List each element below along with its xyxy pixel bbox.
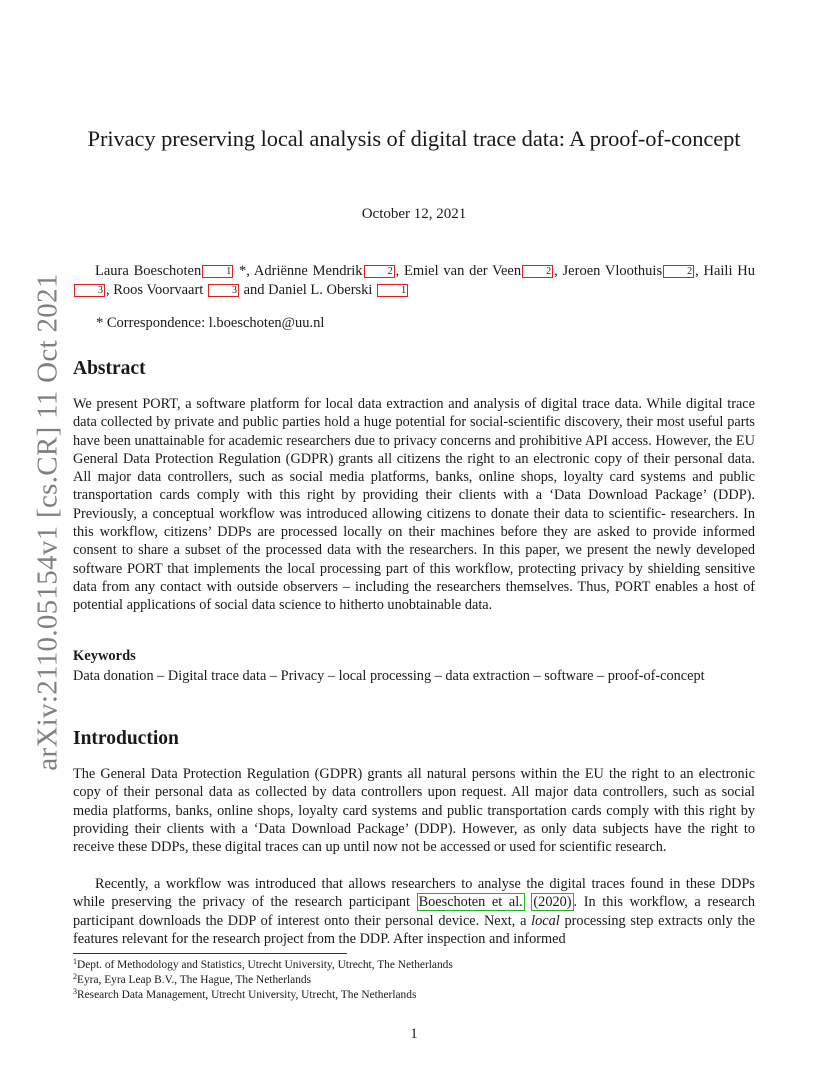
author-separator: *, (234, 263, 254, 279)
keywords-heading: Keywords (73, 648, 136, 664)
affiliation-number: 3 (98, 285, 103, 296)
affiliation-link[interactable] (377, 284, 408, 297)
paper-date: October 12, 2021 (361, 206, 467, 222)
author-name: Haili Hu (703, 263, 755, 279)
abstract-text: We present PORT, a software platform for local data extraction and analysis of digital trace data. While digital trace data collected by private and public parties hold a huge potential for social-scientific discovery, their most useful parts have been unattainable for academic researchers due to privacy concerns and prohibitive API access. However, the EU General Data Protection Regulation (GDPR) grants all citizens the right to an electronic copy of their personal data. All major data controllers, such as social media platforms, banks, online shops, loyalty card systems and public transportation cards comply with this right by providing their clients with a ‘Data Download Package’ (DDP). Previously, a conceptual workflow was introduced allowing citizens to donate their data to scientific- researchers. In this workflow, citizens’ DDPs are processed locally on their machines before they are asked to provide informed consent to share a subset of the processed data with the researchers. In this paper, we present the newly developed software PORT that implements the local processing part of this workflow, protecting privacy by shielding sensitive data from any contact with outside observers – including the researchers themselves. Thus, PORT enables a host of potential applications of social data science to hitherto unobtainable data. (73, 396, 755, 614)
footnote-3: $^3$Research Data Management, Utrecht University, Utrecht, The Netherlands (73, 987, 417, 1001)
affiliation-link[interactable] (522, 265, 553, 278)
citation-link-boeschoten-2020[interactable]: Boeschoten et al. (418, 894, 523, 911)
author-separator: , (554, 263, 563, 279)
abstract-heading: Abstract (73, 358, 146, 379)
paper-title: Privacy preserving local analysis of digital trace data: A proof-of-concept (87, 126, 741, 151)
keywords-text: Data donation – Digital trace data – Privacy – local processing – data extraction – software – proof-of-concept (73, 668, 705, 684)
arxiv-identifier: arXiv:2110.05154v1 [cs.CR] 11 Oct 2021 (31, 273, 64, 771)
affiliation-number: 3 (231, 285, 237, 296)
author-name: Daniel L. Oberski (268, 282, 377, 298)
correspondence: * Correspondence: l.boeschoten@uu.nl (96, 315, 325, 331)
author-name: Roos Voorvaart (113, 282, 207, 298)
author-name: Emiel van der Veen (403, 263, 522, 279)
author-separator: , (106, 282, 114, 298)
affiliation-link[interactable] (208, 284, 239, 297)
author-name: Jeroen Vloothuis (562, 263, 663, 279)
footnote-2: $^2$Eyra, Eyra Leap B.V., The Hague, The Netherlands (73, 972, 312, 986)
affiliation-number: 1 (226, 266, 232, 277)
introduction-paragraph-1: The General Data Protection Regulation (GDPR) grants all natural persons within the EU the right to an electronic copy of their personal data as collected by data controllers upon request. All major data controllers, such as social media platforms, banks, online shops, loyalty card systems and public transportation cards comply with this right by providing their clients with a ‘Data Download Package’ (DDP). However, as only data subjects have the right to receive these DDPs, these digital traces can up until now not be accessed or used for scientific research. (73, 766, 755, 856)
introduction-paragraph-2: Recently, a workflow was introduced that allows researchers to analyse the digital traces found in these DDPs while preserving the privacy of the research participant Boeschoten et al. (2020) . In this workflow, a research participant downloads the DDP of interest onto their personal device. Next, a local processing step extracts only the features relevant for the research project from the DDP. After inspection and informed (73, 876, 756, 947)
affiliation-number: 2 (387, 266, 393, 277)
author-list (73, 262, 755, 300)
author-separator: and (239, 282, 269, 298)
introduction-heading: Introduction (73, 728, 179, 749)
affiliation-link[interactable] (202, 265, 233, 278)
affiliation-link[interactable] (364, 265, 395, 278)
affiliation-link[interactable] (74, 284, 105, 297)
author-name: Laura Boeschoten (95, 263, 202, 279)
author-separator: , (395, 263, 404, 279)
page-number: 1 (410, 1026, 418, 1042)
footnote-1: $^1$Dept. of Methodology and Statistics, Utrecht University, Utrecht, The Netherlands (73, 957, 453, 971)
affiliation-number: 2 (687, 266, 693, 277)
affiliation-number: 1 (401, 285, 407, 296)
citation-year-link[interactable]: (2020) (533, 894, 572, 911)
footnote-rule (73, 953, 347, 954)
author-name: Adriënne Mendrik (253, 263, 363, 279)
author-separator: , (695, 263, 704, 279)
affiliation-link[interactable] (663, 265, 694, 278)
affiliation-number: 2 (546, 266, 552, 277)
